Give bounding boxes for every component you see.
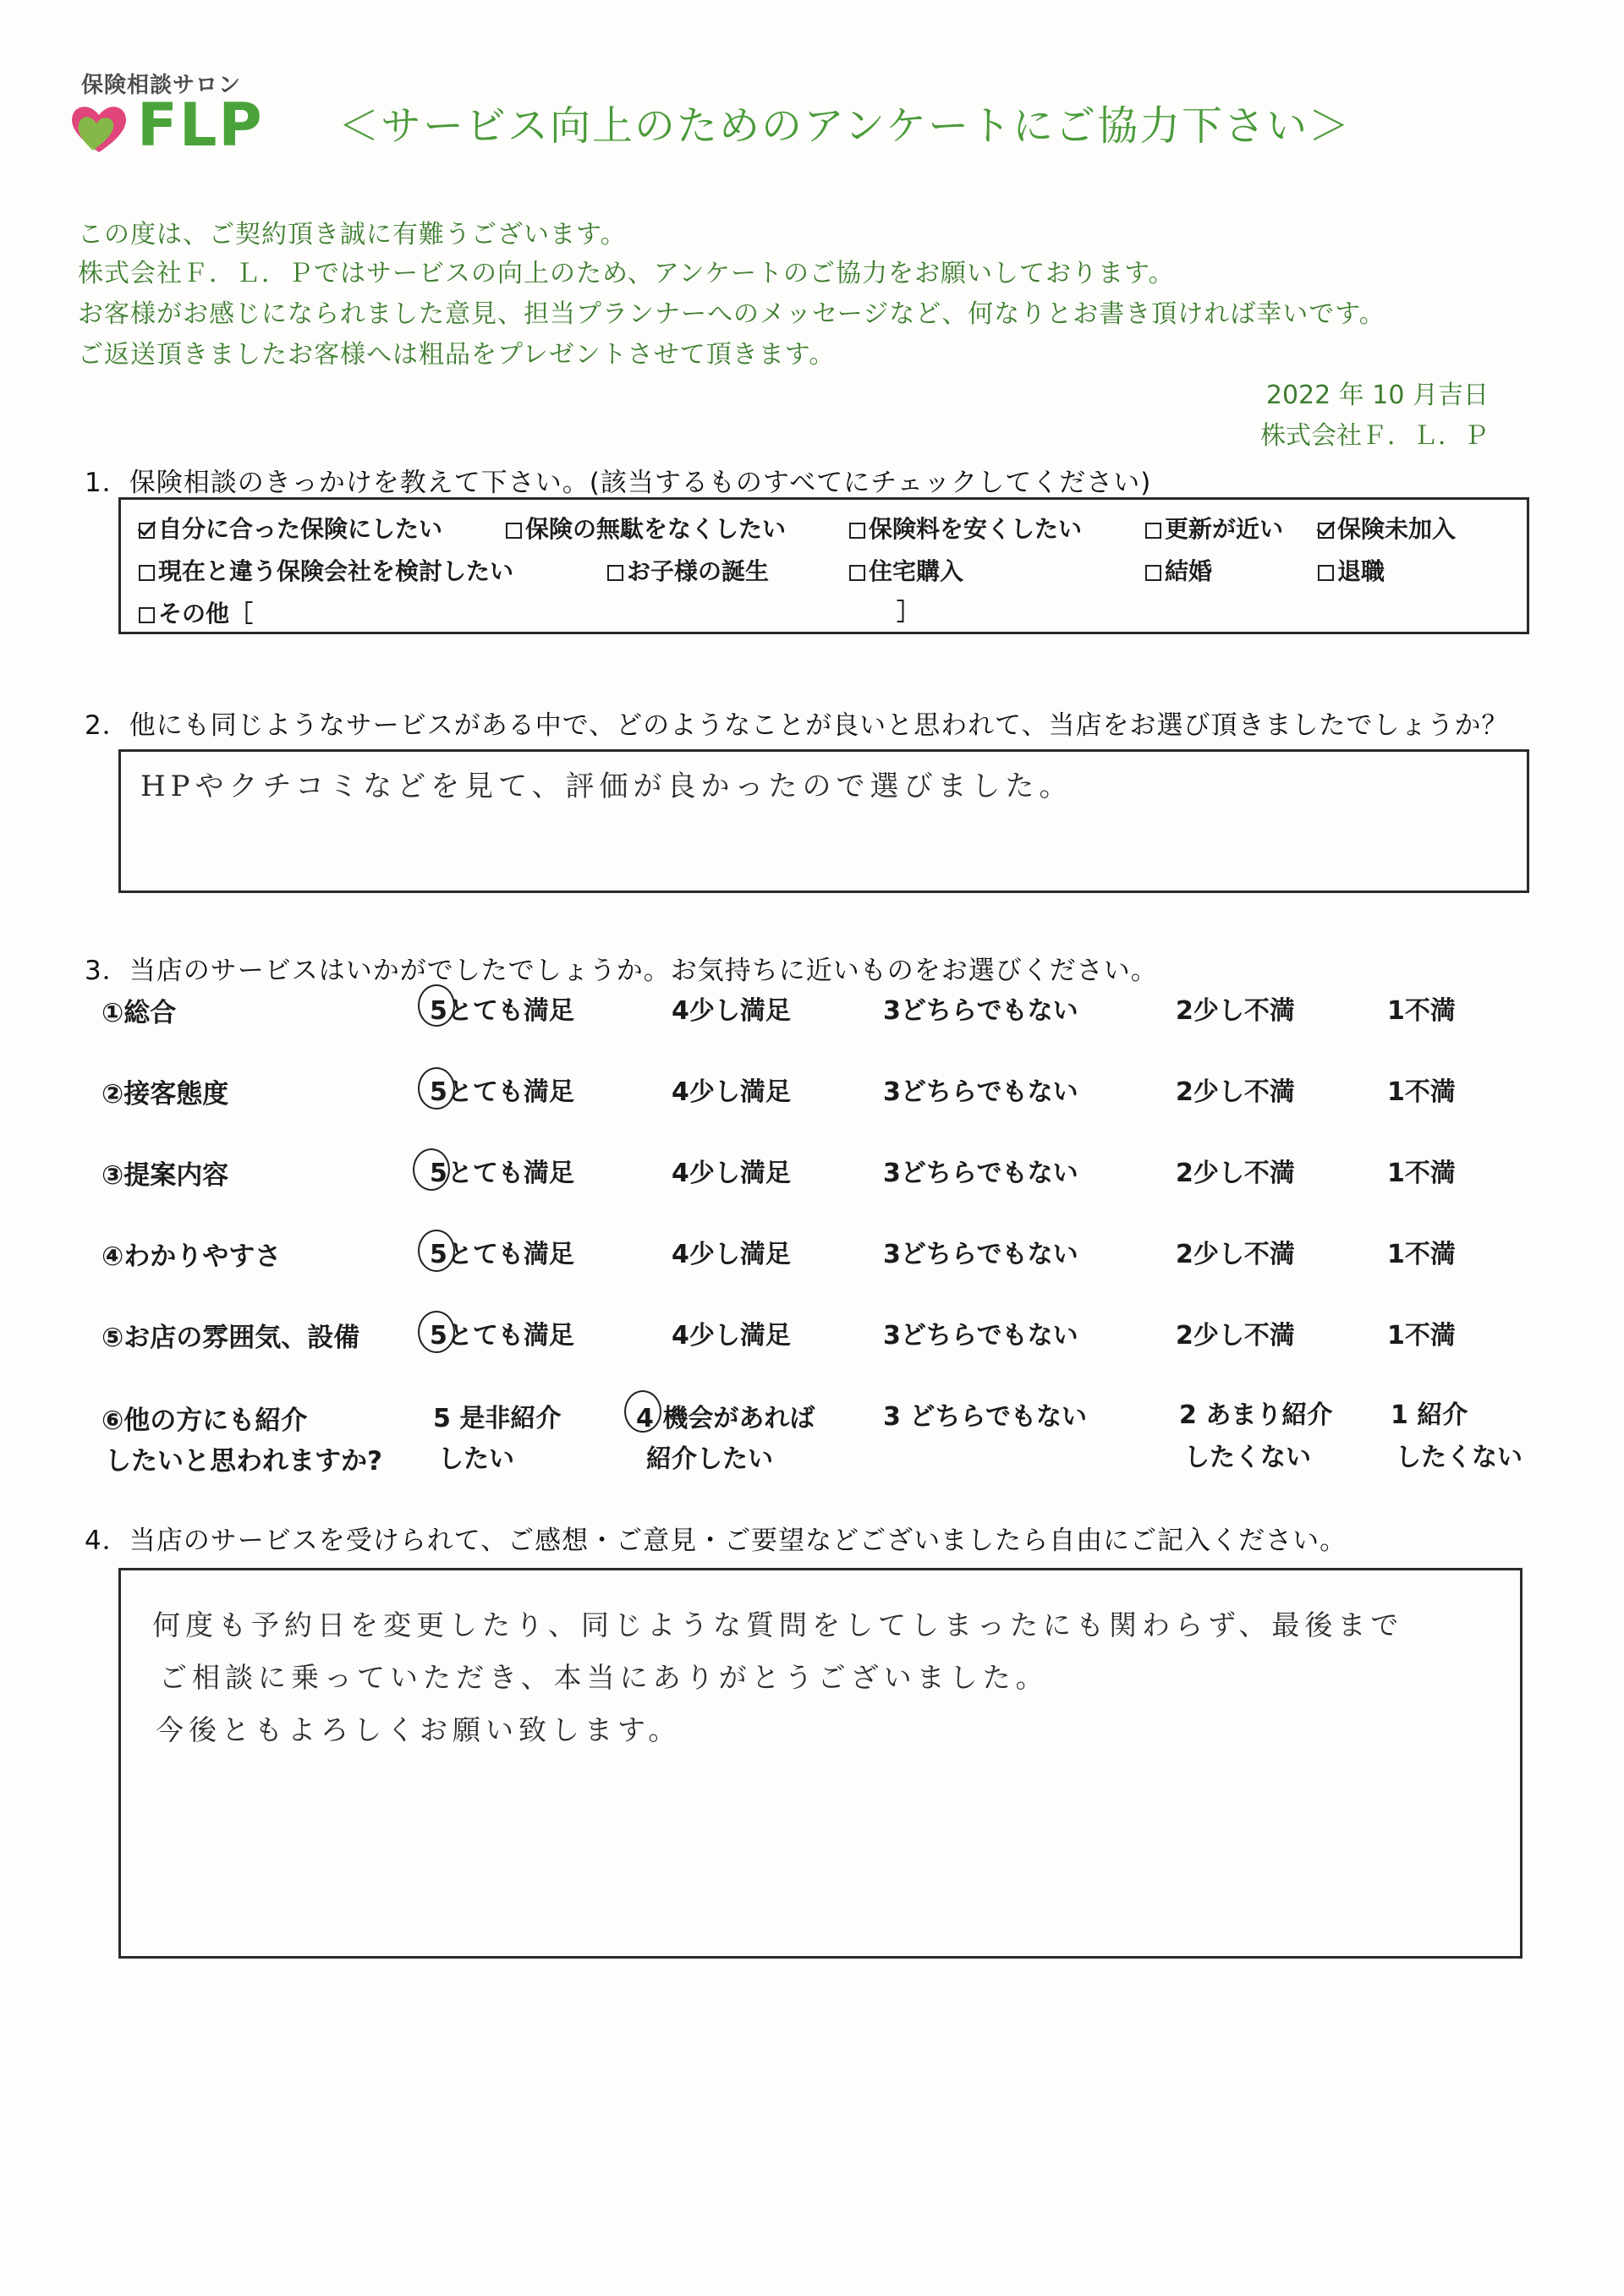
rating-option-4[interactable]: 4少し満足: [672, 1077, 791, 1107]
q2-answer-text: HPやクチコミなどを見て、評価が良かったので選びました。: [140, 770, 1073, 803]
referral-option-4-line2: 紹介したい: [646, 1444, 773, 1474]
rating-option-5[interactable]: 5とても満足: [430, 996, 574, 1026]
checkbox[interactable]: [1318, 523, 1334, 539]
checkbox[interactable]: [506, 523, 522, 539]
q1-option[interactable]: 保険未加入: [1318, 511, 1456, 545]
referral-option-3[interactable]: 3 どちらでもない: [883, 1402, 1088, 1432]
checkbox[interactable]: [139, 523, 155, 539]
referral-option-5-line2: したい: [438, 1444, 514, 1474]
rating-option-4[interactable]: 4少し満足: [672, 996, 791, 1026]
q1-option[interactable]: 現在と違う保険会社を検討したい: [139, 553, 513, 587]
rating-option-3[interactable]: 3どちらでもない: [883, 1321, 1078, 1351]
q1-option[interactable]: 保険料を安くしたい: [849, 511, 1082, 545]
q1-option[interactable]: 住宅購入: [849, 553, 963, 587]
checkbox[interactable]: [139, 565, 155, 581]
q4-answer-line-2: ご相談に乗っていただき、本当にありがとうございました。: [159, 1661, 1049, 1694]
checkbox[interactable]: [849, 523, 865, 539]
rating-label: ③提案内容: [102, 1160, 229, 1191]
rating-option-2[interactable]: 2少し不満: [1176, 1159, 1295, 1188]
rating-label: ④わかりやすさ: [102, 1241, 282, 1272]
rating-option-5[interactable]: 5とても満足: [430, 1159, 574, 1188]
intro-line-1: この度は、ご契約頂き誠に有難うございます。: [78, 220, 627, 249]
intro-line-4: ご返送頂きましたお客様へは粗品をプレゼントさせて頂きます。: [78, 340, 836, 370]
referral-option-1-line2: したくない: [1396, 1443, 1522, 1472]
referral-option-5[interactable]: 5 是非紹介: [433, 1404, 562, 1433]
logo-heart-icon: [68, 100, 130, 156]
q2-question: 2．他にも同じようなサービスがある中で、どのようなことが良いと思われて、当店をお選び頂きましたでしょうか？: [85, 710, 1509, 741]
checkbox[interactable]: [607, 565, 623, 581]
q1-option[interactable]: お子様の誕生: [607, 553, 769, 587]
q4-question: 4．当店のサービスを受けられて、ご感想・ご意見・ご要望などございましたら自由にご記入ください。: [85, 1526, 1347, 1556]
rating-option-1[interactable]: 1不満: [1387, 1077, 1456, 1107]
logo-brand: FLP: [137, 90, 264, 160]
referral-option-4[interactable]: 4 機会があれば: [636, 1404, 815, 1433]
q1-other-bracket-close: ］: [897, 598, 921, 626]
intro-line-3: お客様がお感じになられました意見、担当プランナーへのメッセージなど、何なりとお書き頂ければ幸いです。: [78, 299, 1385, 329]
q4-answer-line-3: 今後ともよろしくお願い致します。: [156, 1713, 682, 1746]
rating-option-5[interactable]: 5とても満足: [430, 1240, 574, 1269]
rating-label: ②接客態度: [102, 1079, 229, 1110]
rating-option-3[interactable]: 3どちらでもない: [883, 996, 1078, 1026]
q1-question: 1．保険相談のきっかけを教えて下さい。(該当するものすべてにチェックしてください): [85, 468, 1152, 498]
rating-option-4[interactable]: 4少し満足: [672, 1240, 791, 1269]
rating-option-2[interactable]: 2少し不満: [1176, 1240, 1295, 1269]
issue-date: 2022 年 10 月吉日: [1265, 381, 1489, 410]
referral-option-1[interactable]: 1 紹介: [1391, 1400, 1468, 1430]
referral-label-line2: したいと思われますか?: [105, 1446, 382, 1477]
q1-option[interactable]: 結婚: [1145, 553, 1212, 587]
q1-option-other[interactable]: その他［: [139, 595, 253, 629]
rating-option-3[interactable]: 3どちらでもない: [883, 1240, 1078, 1269]
page-title: ＜サービス向上のためのアンケートにご協力下さい＞: [338, 102, 1352, 150]
rating-option-1[interactable]: 1不満: [1387, 996, 1456, 1026]
checkbox[interactable]: [849, 565, 865, 581]
rating-option-2[interactable]: 2少し不満: [1176, 996, 1295, 1026]
checkbox[interactable]: [1145, 565, 1161, 581]
rating-option-1[interactable]: 1不満: [1387, 1159, 1456, 1188]
q1-option[interactable]: 退職: [1318, 553, 1385, 587]
rating-option-4[interactable]: 4少し満足: [672, 1321, 791, 1351]
referral-option-2-line2: したくない: [1184, 1443, 1311, 1472]
rating-option-3[interactable]: 3どちらでもない: [883, 1159, 1078, 1188]
rating-option-5[interactable]: 5とても満足: [430, 1321, 574, 1351]
rating-option-2[interactable]: 2少し不満: [1176, 1077, 1295, 1107]
intro-line-2: 株式会社Ｆ．Ｌ．Ｐではサービスの向上のため、アンケートのご協力をお願いしております。: [78, 259, 1175, 288]
checkbox[interactable]: [1145, 523, 1161, 539]
rating-option-3[interactable]: 3どちらでもない: [883, 1077, 1078, 1107]
q1-option[interactable]: 自分に合った保険にしたい: [139, 511, 442, 545]
rating-label: ⑤お店の雰囲気、設備: [102, 1323, 360, 1353]
checkbox[interactable]: [139, 607, 155, 623]
q4-answer-line-1: 何度も予約日を変更したり、同じような質問をしてしまったにも関わらず、最後まで: [152, 1608, 1404, 1641]
logo-caption: 保険相談サロン: [81, 73, 242, 98]
q1-option[interactable]: 保険の無駄をなくしたい: [506, 511, 786, 545]
referral-option-2[interactable]: 2 あまり紹介: [1179, 1400, 1333, 1430]
q1-option[interactable]: 更新が近い: [1145, 511, 1283, 545]
q3-question: 3．当店のサービスはいかがでしたでしょうか。お気持ちに近いものをお選びください。: [85, 956, 1158, 986]
rating-option-5[interactable]: 5とても満足: [430, 1077, 574, 1107]
rating-label: ①総合: [102, 998, 177, 1028]
company-name: 株式会社Ｆ．Ｌ．Ｐ: [1260, 421, 1489, 451]
referral-label-line1: ⑥他の方にも紹介: [102, 1406, 308, 1436]
rating-option-2[interactable]: 2少し不満: [1176, 1321, 1295, 1351]
rating-option-1[interactable]: 1不満: [1387, 1240, 1456, 1269]
rating-option-1[interactable]: 1不満: [1387, 1321, 1456, 1351]
rating-option-4[interactable]: 4少し満足: [672, 1159, 791, 1188]
checkbox[interactable]: [1318, 565, 1334, 581]
